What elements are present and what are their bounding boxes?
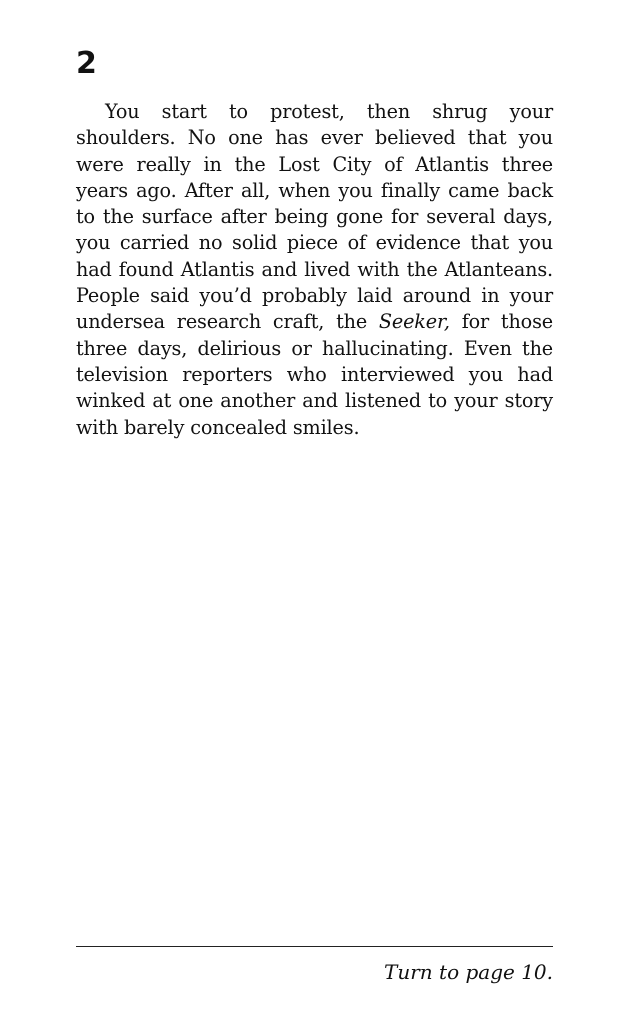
paragraph-text-part-2: for those three days, delirious or hallucinating. Even the television reporters who interviewed you had winked at one another and listened to your story with barely concealed smiles. bbox=[76, 310, 553, 439]
story-paragraph bbox=[76, 99, 553, 441]
ship-name-italic: Seeker, bbox=[378, 310, 450, 334]
turn-to-page-link[interactable]: Turn to page 10. bbox=[384, 960, 553, 984]
paragraph-text-part-1: You start to protest, then shrug your shoulders. No one has ever believed that you were really in the Lost City of Atlantis three years ago. After all, when you finally came back to the surface after being gone for several days, you carried no solid piece of evidence that you had found Atlantis and lived with the Atlanteans. People said you’d probably laid around in your undersea research craft, the bbox=[76, 100, 553, 334]
footer-divider bbox=[76, 946, 553, 947]
page-number: 2 bbox=[76, 46, 97, 81]
